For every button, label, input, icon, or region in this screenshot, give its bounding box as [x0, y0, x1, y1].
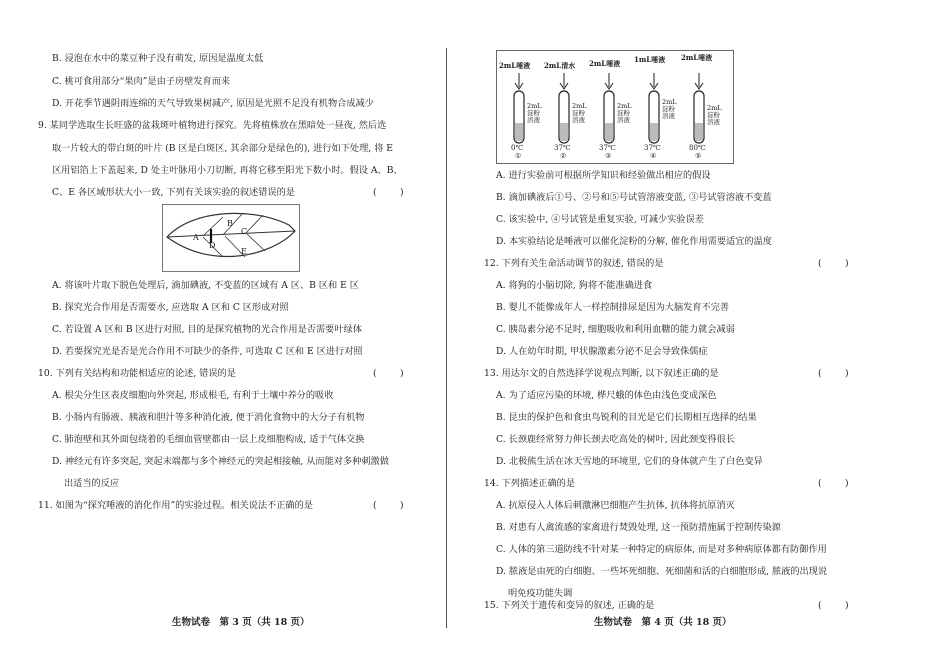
tube-1-temp: 0℃ [511, 144, 524, 152]
q11-stem: 11. 如图为“探究唾液的消化作用”的实验过程。相关说法不正确的是 [38, 500, 313, 511]
q12-option-c: C. 胰岛素分泌不足时, 细胞吸收和利用血糖的能力就会减弱 [496, 324, 735, 335]
q15-stem: 15. 下列关于遗传和变异的叙述, 正确的是 [484, 600, 655, 611]
tube-4-contents: 2mL 淀粉 溶液 [662, 98, 677, 120]
q9-stem-1: 9. 某同学选取生长旺盛的盆栽斑叶植物进行探究。先将植株放在黑暗处一昼夜, 然后选 [38, 120, 387, 131]
q14-answer-paren: ( ) [818, 478, 849, 489]
page-divider [446, 48, 447, 628]
left-footer: 生物试卷 第 3 页（共 18 页） [172, 617, 310, 628]
q13-option-c: C. 长颈鹿经常努力伸长颈去吃高处的树叶, 因此颈变得很长 [496, 434, 735, 445]
q14-option-d-cont: 明免疫功能失调 [508, 588, 573, 599]
q13-answer-paren: ( ) [818, 368, 849, 379]
q12-option-a: A. 将狗的小脑切除, 狗将不能准确进食 [496, 280, 653, 291]
tube-5-number: ⑤ [695, 152, 702, 160]
q13-option-a: A. 为了适应污染的环境, 桦尺蛾的体色由浅色变成深色 [496, 390, 717, 401]
q9-option-a: A. 将该叶片取下脱色处理后, 滴加碘液, 不变蓝的区域有 A 区、B 区和 E 区 [52, 280, 359, 291]
q14-option-b: B. 对患有人禽流感的家禽进行焚毁处理, 这一预防措施属于控制传染源 [496, 522, 781, 533]
tube-3-temp: 37℃ [599, 144, 616, 152]
leaf-label-d-text: D [209, 241, 216, 250]
tube-3-number: ③ [605, 152, 612, 160]
q11-option-c: C. 该实验中, ④号试管是重复实验, 可减少实验误差 [496, 214, 704, 225]
q12-answer-paren: ( ) [818, 258, 849, 269]
tube-5-top-label: 2mL唾液 [681, 53, 713, 62]
q11-option-b: B. 滴加碘液后①号、②号和⑤号试管溶液变蓝, ③号试管溶液不变蓝 [496, 192, 772, 203]
test-tube-figure [496, 50, 734, 164]
q14-option-a: A. 抗原侵入人体后刺激淋巴细胞产生抗体, 抗体将抗原消灭 [496, 500, 735, 511]
tube-1-number: ① [515, 152, 522, 160]
tube-4-temp: 37℃ [644, 144, 661, 152]
leaf-diagram [163, 205, 299, 271]
tube-5-contents: 2mL 淀粉 溶液 [707, 104, 722, 126]
leaf-label-c-text: C [241, 227, 248, 236]
tube-3-contents: 2mL 淀粉 溶液 [617, 102, 632, 124]
q10-option-d: D. 神经元有许多突起, 突起末端都与多个神经元的突起相接触, 从而能对多种刺激做 [52, 456, 389, 467]
q10-option-c: C. 肺泡壁和其外面包绕着的毛细血管壁都由一层上皮细胞构成, 适于气体交换 [52, 434, 365, 445]
q13-option-b: B. 昆虫的保护色和食虫鸟锐利的目光是它们长期相互选择的结果 [496, 412, 757, 423]
q8-option-b: B. 浸泡在水中的菜豆种子没有萌发, 原因是温度太低 [52, 53, 264, 64]
tube-3-top-label: 2mL唾液 [589, 59, 621, 68]
tube-1-top-label: 2mL唾液 [499, 61, 531, 70]
q8-option-d: D. 开花季节遇阴雨连绵的天气导致果树减产, 原因是光照不足没有机物合成减少 [52, 98, 374, 109]
q12-option-d: D. 人在幼年时期, 甲状腺激素分泌不足会导致侏儒症 [496, 346, 708, 357]
leaf-figure [162, 204, 300, 272]
q9-option-d: D. 若要探究光是否是光合作用不可缺少的条件, 可选取 C 区和 E 区进行对照 [52, 346, 363, 357]
tube-4-number: ④ [650, 152, 657, 160]
leaf-label-a-text: A [193, 233, 199, 242]
q14-option-d: D. 脓液是由死的白细胞、一些坏死细胞、死细菌和活的白细胞形成, 脓液的出现说 [496, 566, 828, 577]
tube-4-top-label: 1mL唾液 [634, 55, 666, 64]
tube-1-contents: 2mL 淀粉 溶液 [527, 102, 542, 124]
q10-option-a: A. 根尖分生区表皮细胞向外突起, 形成根毛, 有利于土壤中养分的吸收 [52, 390, 334, 401]
q9-stem-4: C、E 各区域形状大小一致, 下列有关该实验的叙述错误的是 [52, 187, 295, 198]
tube-2-top-label: 2mL清水 [544, 61, 576, 70]
q12-option-b: B. 婴儿不能像成年人一样控制排尿是因为大脑发育不完善 [496, 302, 730, 313]
tube-5-temp: 80℃ [689, 144, 706, 152]
leaf-label-b-text: B [227, 219, 233, 228]
q9-answer-paren: ( ) [373, 187, 404, 198]
q9-stem-3: 区用铝箔上下盖起来, D 处主叶脉用小刀切断, 再将它移至阳光下数小时。假设 A、B、 [52, 165, 403, 176]
q13-option-d: D. 北极熊生活在冰天雪地的环境里, 它们的身体就产生了白色变异 [496, 456, 763, 467]
q13-stem: 13. 用达尔文的自然选择学说观点判断, 以下叙述正确的是 [484, 368, 719, 379]
q15-answer-paren: ( ) [818, 600, 849, 611]
q9-option-b: B. 探究光合作用是否需要水, 应选取 A 区和 C 区形成对照 [52, 302, 289, 313]
q10-stem: 10. 下列有关结构和功能相适应的论述, 错误的是 [38, 368, 236, 379]
tube-2-contents: 2mL 淀粉 溶液 [572, 102, 587, 124]
q9-stem-2: 取一片较大的带白斑的叶片 (B 区是白斑区, 其余部分是绿色的), 进行如下处理, 将 E [52, 143, 393, 154]
q11-answer-paren: ( ) [373, 500, 404, 511]
tube-2-temp: 37℃ [554, 144, 571, 152]
q10-answer-paren: ( ) [373, 368, 404, 379]
q10-option-b: B. 小肠内有肠液、胰液和胆汁等多种消化液, 便于消化食物中的大分子有机物 [52, 412, 365, 423]
q14-stem: 14. 下列描述正确的是 [484, 478, 576, 489]
q10-option-d-cont: 出适当的反应 [64, 478, 120, 489]
right-footer: 生物试卷 第 4 页（共 18 页） [594, 617, 732, 628]
q12-stem: 12. 下列有关生命活动调节的叙述, 错误的是 [484, 258, 664, 269]
q11-option-d: D. 本实验结论是唾液可以催化淀粉的分解, 催化作用需要适宜的温度 [496, 236, 772, 247]
q9-option-c: C. 若设置 A 区和 B 区进行对照, 目的是探究植物的光合作用是否需要叶绿体 [52, 324, 362, 335]
tube-2-number: ② [560, 152, 567, 160]
q11-option-a: A. 进行实验前可根据所学知识和经验做出相应的假设 [496, 170, 711, 181]
q8-option-c: C. 桃可食用部分“果肉”是由子房壁发育而来 [52, 76, 231, 87]
leaf-label-e-text: E [241, 247, 247, 256]
q14-option-c: C. 人体的第三道防线不针对某一种特定的病原体, 而是对多种病原体都有防御作用 [496, 544, 827, 555]
